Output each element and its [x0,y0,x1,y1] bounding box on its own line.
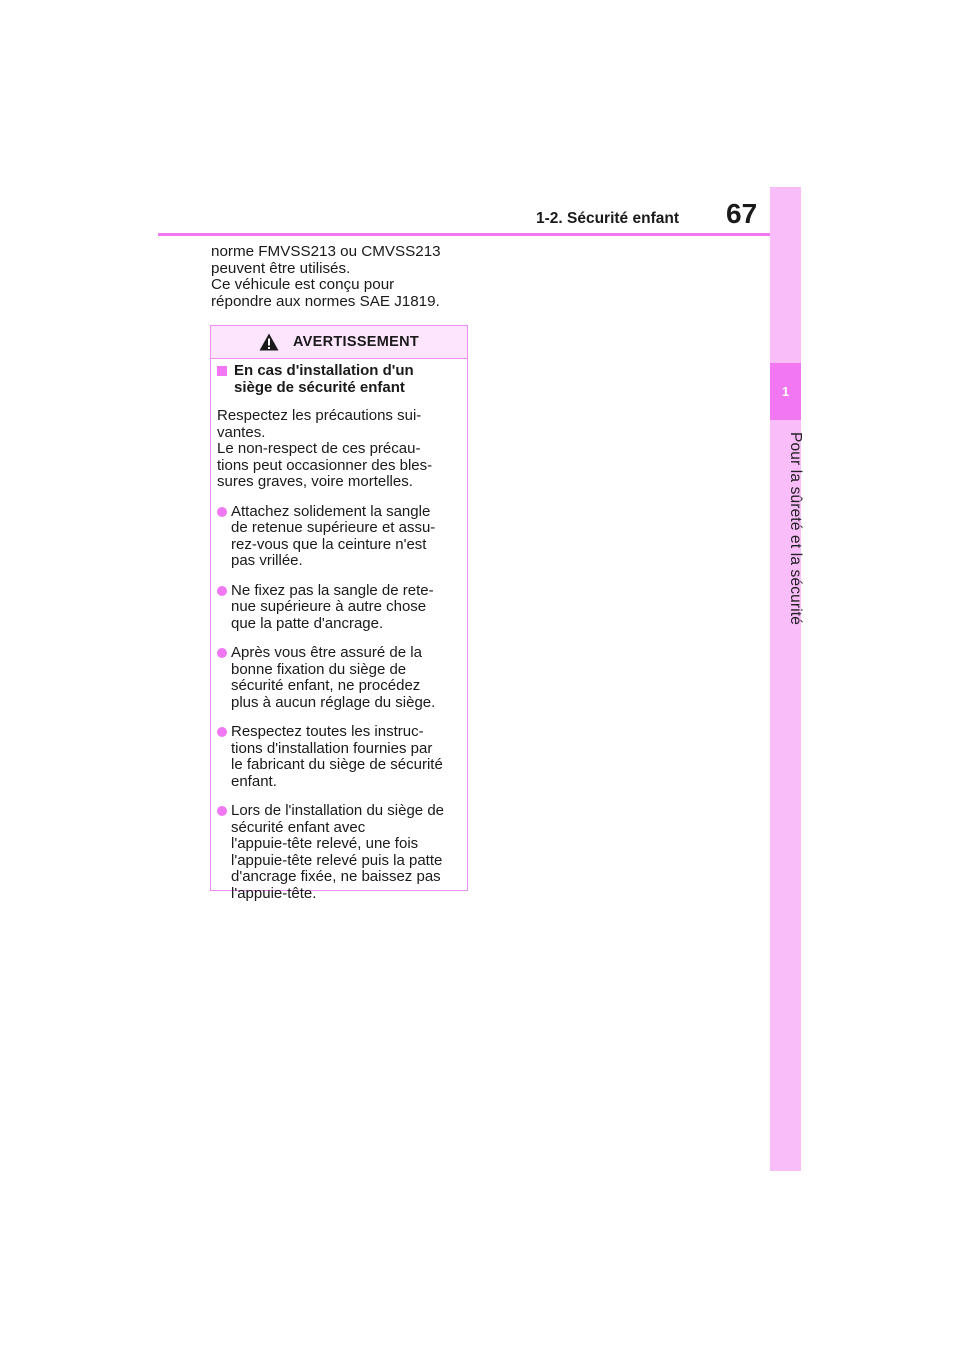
list-item-line: Après vous être assuré de la [231,644,422,661]
warning-list-item [217,803,461,902]
warning-paragraph-line: vantes. [217,423,266,441]
warning-heading [217,363,461,396]
list-item-line: sécurité enfant avec [231,818,366,836]
warning-header [211,326,467,359]
list-item-line: le fabricant du siège de sécurité [231,756,443,773]
header-rule [158,233,770,236]
round-bullet-icon [217,586,227,596]
list-item-line: Attachez solidement la sangle [231,502,431,520]
list-item-line: bonne fixation du siège de [231,660,407,678]
warning-list-item [217,724,461,790]
list-item-line: Ne fixez pas la sangle de rete- [231,581,434,599]
round-bullet-icon [217,507,227,517]
list-item-line: sécurité enfant, ne procédez [231,677,421,694]
square-bullet-icon [217,366,227,376]
list-item-line: pas vrillée. [231,552,303,569]
list-item-line: plus à aucun réglage du siège. [231,693,436,711]
list-item-line: l'appuie-tête relevé puis la patte [231,851,443,869]
list-item-line: nue supérieure à autre chose [231,598,427,615]
intro-line: Ce véhicule est conçu pour [211,276,395,294]
list-item-line: d'ancrage fixée, ne baissez pas [231,868,441,885]
warning-triangle-icon [259,333,279,351]
chapter-label: Pour la sûreté et la sécurité [787,432,804,626]
intro-line: peuvent être utilisés. [211,259,351,277]
list-item-line: tions d'installation fournies par [231,739,433,757]
chapter-side-tab [770,187,801,1171]
warning-box [210,325,468,902]
list-item-line: enfant. [231,772,277,790]
round-bullet-icon [217,806,227,816]
warning-paragraph-line: Le non-respect de ces précau- [217,440,421,457]
list-item-line: l'appuie-tête. [231,884,317,902]
warning-list-item [217,583,461,633]
warning-paragraph [217,408,461,491]
chapter-number: 1 [781,384,790,399]
warning-title: AVERTISSEMENT [292,334,420,350]
warning-heading-line: siège de sécurité enfant [234,378,405,396]
warning-list-item [217,504,461,570]
list-item-line: que la patte d'ancrage. [231,614,384,632]
intro-line: répondre aux normes SAE J1819. [211,292,440,310]
round-bullet-icon [217,727,227,737]
list-item-line: Lors de l'installation du siège de [231,802,445,819]
chapter-number-marker [770,363,801,420]
round-bullet-icon [217,648,227,658]
page-number: 67 [726,198,758,229]
list-item-line: rez-vous que la ceinture n'est [231,535,427,553]
intro-paragraph [211,244,481,310]
warning-heading-line: En cas d'installation d'un [234,362,414,379]
intro-line: norme FMVSS213 ou CMVSS213 [211,243,441,260]
warning-paragraph-line: Respectez les précautions sui- [217,407,422,424]
section-title: 1-2. Sécurité enfant [536,210,679,227]
list-item-line: l'appuie-tête relevé, une fois [231,835,419,852]
list-item-line: de retenue supérieure et assu- [231,519,436,536]
list-item-line: Respectez toutes les instruc- [231,723,424,740]
warning-body [211,359,467,902]
warning-paragraph-line: tions peut occasionner des bles- [217,456,433,474]
warning-list-item [217,645,461,711]
warning-paragraph-line: sures graves, voire mortelles. [217,473,413,490]
